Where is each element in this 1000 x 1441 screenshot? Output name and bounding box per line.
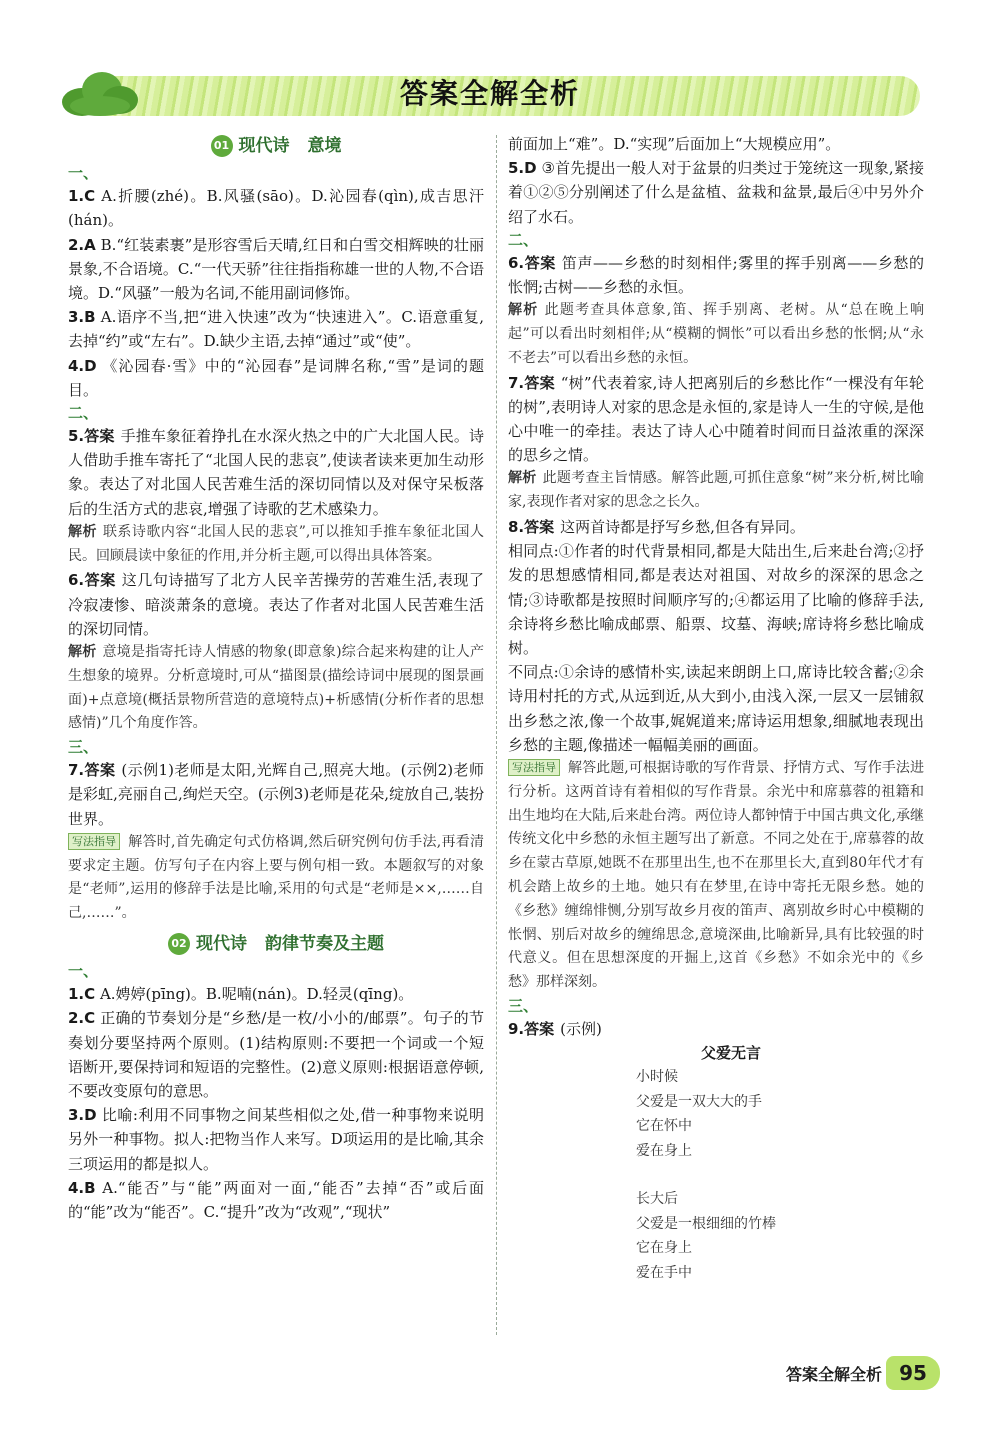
writing-guide-tag: 写法指导 (508, 759, 560, 776)
page-title: 答案全解全析 (399, 77, 580, 110)
part-label: 三、 (508, 997, 539, 1016)
answer-item: 5.答案 手推车象征着挣扎在水深火热之中的广大北国人民。诗人借助手推车寄托了“北国人民的悲哀”,使读者读来更加生动形象。表达了对北国人民苦难生活的深切同情以及对保守呆板落后的生活方式的悲哀,增强了诗歌的艺术感染力。 (68, 427, 484, 518)
answer-similarities: 相同点:①作者的时代背景相同,都是大陆出生,后来赴台湾;②抒发的思想感情相同,都是表达对祖国、对故乡的深深的思念之情;③诗歌都是按照时间顺序写的;④都运用了比喻的修辞手法,余诗将乡愁比喻成邮票、船票、坟墓、海峡;席诗将乡愁比喻成树。 (508, 542, 924, 658)
answer-item: 7.答案 “树”代表着家,诗人把离别后的乡愁比作“一棵没有年轮的树”,表明诗人对家的思念是永恒的,家是诗人一生的守候,是他心中唯一的牵挂。表达了诗人心中随着时间而日益浓重的深深的思乡之情。 (508, 373, 924, 465)
answer-item: 1.C A.折腰(zhé)。B.风骚(sāo)。D.沁园春(qìn),成吉思汗(hán)。 (68, 187, 484, 230)
analysis: 解析 此题考查主旨情感。解答此题,可抓住意象“树”来分析,树比喻家,表现作者对家的思念之长久。 (508, 470, 925, 511)
section-number-badge: 02 (168, 933, 190, 955)
answer-item: 3.D 比喻:利用不同事物之间某些相似之处,借一种事物来说明另外一种事物。拟人:把物当作人来写。D项运用的是比喻,其余三项运用的都是拟人。 (68, 1106, 484, 1173)
footer-label: 答案全解全析 (785, 1365, 882, 1384)
section-subtitle: 韵律节奏及主题 (265, 934, 384, 955)
poem-line: 它在怀中 (636, 1118, 692, 1135)
section-heading-2 (68, 932, 484, 956)
section-number-badge: 01 (211, 135, 233, 157)
section-title: 现代诗 (196, 934, 247, 955)
answer-item: 5.D ③首先提出一般人对于盆景的归类过于笼统这一现象,紧接着①②⑤分别阐述了什么是盆植、盆栽和盆景,最后④中另外介绍了水石。 (508, 159, 925, 226)
writing-guide: 写法指导 解答时,首先确定句式仿格调,然后研究例句仿手法,再看清要求定主题。仿写句子在内容上要与例句相一致。本题叙写的对象是“老师”,运用的修辞手法是比喻,采用的句式是“老师是××,……自己,……”。 (68, 833, 484, 922)
poem-line: 小时候 (636, 1069, 678, 1086)
poem-line: 父爱是一双大大的手 (636, 1093, 762, 1110)
poem-line: 它在身上 (636, 1240, 692, 1257)
part-label: 二、 (68, 404, 99, 423)
answer-item: 4.B A.“能否”与“能”两面对一面,“能否”去掉“否”或后面的“能”改为“能否”。C.“提升”改为“改观”,“现状” (68, 1178, 484, 1222)
left-column (68, 132, 484, 1224)
page-footer (720, 1356, 940, 1392)
section-heading-1 (68, 134, 484, 158)
answer-differences: 不同点:①余诗的感情朴实,读起来朗朗上口,席诗比较含蓄;②余诗用村托的方式,从远到近,从大到小,由浅入深,一层又一层铺叙出乡愁之浓,像一个故事,娓娓道来;席诗运用想象,细腻地表现出乡愁的主题,像描述一幅幅美丽的画面。 (508, 663, 924, 754)
answer-item: 2.C 正确的节奏划分是“乡愁/是一枚/小小的/邮票”。句子的节奏划分要坚持两个原则。(1)结构原则:不要把一个词或一个短语断开,要保持词和短语的完整性。(2)意义原则:根据语意停顿,不要改变原句的意思。 (68, 1009, 484, 1101)
answer-item: 9.答案 (示例) (508, 1020, 602, 1039)
answer-continuation: 前面加上“难”。D.“实现”后面加上“大规模应用”。 (508, 135, 841, 153)
answer-item: 3.B A.语序不当,把“进入快速”改为“快速进入”。C.语意重复,去掉“约”或“左右”。D.缺少主语,去掉“通过”或“使”。 (68, 308, 484, 351)
answer-item: 7.答案 (示例1)老师是太阳,光辉自己,照亮大地。(示例2)老师是彩虹,亮丽自己,绚烂天空。(示例3)老师是花朵,绽放自己,装扮世界。 (68, 761, 484, 828)
poem-line: 父爱是一根细细的竹棒 (636, 1215, 776, 1232)
writing-guide: 写法指导 解答此题,可根据诗歌的写作背景、抒情方式、写作手法进行分析。这两首诗有着相似的写作背景。余光中和席慕蓉的祖籍和出生地均在大陆,后来赴台湾。两位诗人都钟情于中国古典文化,承继传统文化中乡愁的永恒主题写出了新意。不同之处在于,席慕蓉的故乡在蒙古草原,她既不在那里出生,也不在那里长大,直到80年代才有机会踏上故乡的土地。她只有在梦里,在诗中寄托无限乡愁。她的《乡愁》缠绵悱恻,分别写故乡月夜的笛声、离别故乡时心中模糊的怅惘、别后对故乡的缠绵思念,意境深曲,比喻新异,具有比较强的时代意义。但在思想深度的开掘上,这首《乡愁》不如余光中的《乡愁》那样深刻。 (508, 760, 924, 991)
section-title: 现代诗 (238, 136, 290, 156)
part-label: 一、 (68, 962, 99, 981)
page-number: 95 (886, 1356, 940, 1390)
part-label: 二、 (508, 230, 539, 249)
poem-line: 爱在身上 (636, 1142, 692, 1159)
answer-item: 1.C A.娉婷(pīng)。B.呢喃(nán)。D.轻灵(qīng)。 (68, 985, 414, 1004)
header-banner (60, 68, 920, 120)
writing-guide-tag: 写法指导 (68, 833, 120, 850)
part-label: 一、 (68, 164, 99, 183)
column-divider (496, 135, 497, 1335)
answer-item: 2.A B.“红装素裹”是形容雪后天晴,红日和白雪交相辉映的壮丽景象,不合语境。C.“一代天骄”往往指指称雄一世的人物,不合语境。D.“风骚”一般为名词,不能用副词修饰。 (68, 235, 484, 303)
section-subtitle: 意境 (307, 136, 342, 156)
answer-item: 6.答案 笛声——乡愁的时刻相伴;雾里的挥手别离——乡愁的怅惘;古树——乡愁的永恒。 (508, 253, 924, 297)
right-column (508, 132, 924, 1285)
answer-item: 4.D 《沁园春·雪》中的“沁园春”是词牌名称,“雪”是词的题目。 (68, 356, 484, 399)
poem-line: 爱在手中 (636, 1264, 692, 1281)
answer-item: 6.答案 这几句诗描写了北方人民辛苦操劳的苦难生活,表现了冷寂凄惨、暗淡萧条的意境。表达了作者对北国人民苦难生活的深切同情。 (68, 571, 484, 638)
answer-item: 8.答案 这两首诗都是抒写乡愁,但各有异同。 (508, 518, 805, 537)
part-label: 三、 (68, 738, 99, 757)
poem-line: 长大后 (636, 1191, 678, 1208)
analysis: 解析 此题考查具体意象,笛、挥手别离、老树。从“总在晚上响起”可以看出时刻相伴;从“模糊的惆怅”可以看出乡愁的怅惘;从“永不老去”可以看出乡愁的永恒。 (508, 302, 925, 366)
analysis: 解析 联系诗歌内容“北国人民的悲哀”,可以推知手推车象征北国人民。回顾晨读中象征的作用,并分析主题,可以得出具体答案。 (68, 523, 485, 564)
analysis: 解析 意境是指寄托诗人情感的物象(即意象)综合起来构建的让人产生想象的境界。分析意境时,可从“描图景(描绘诗词中展现的图景画面)+点意境(概括景物所营造的意境特点)+析感情(分析作者的思想感情)”几个角度作答。 (68, 644, 484, 732)
poem-title: 父爱无言 (700, 1044, 761, 1063)
